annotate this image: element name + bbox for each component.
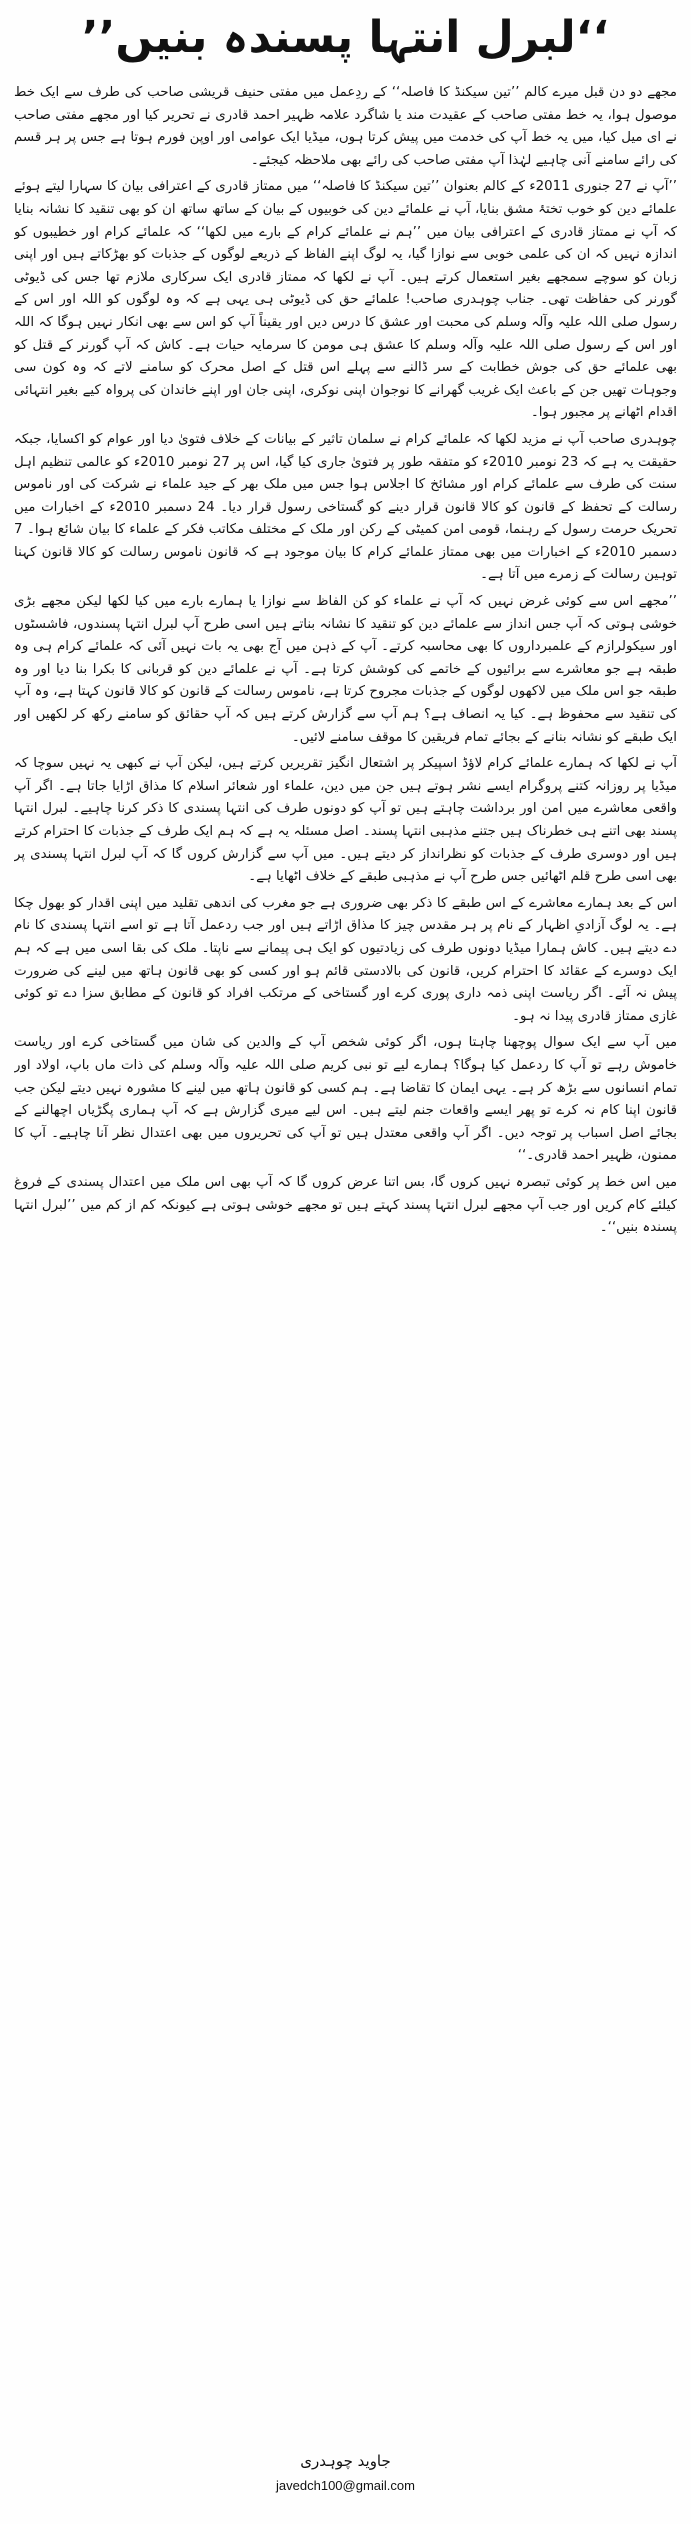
article-headline: ’’لبرل انتہا پسندہ بنیں‘‘ bbox=[81, 12, 610, 63]
article-paragraph: اس کے بعد ہمارے معاشرے کے اس طبقے کا ذکر بھی ضروری ہے جو مغرب کی اندھی تقلید میں اپنی اقدار کو بھول چکا ہے۔ یہ لوگ آزادیِ اظہار کے نام پر ہر مقدس چیز کا مذاق اڑاتے ہیں اور جب ردعمل آتا ہے تو اسے انتہا پسندی کا نام دے دیتے ہیں۔ کاش ہمارا میڈیا دونوں طرف کی زیادتیوں کو ایک ہی پیمانے سے ناپتا۔ ملک کی بقا اسی میں ہے کہ ہم ایک دوسرے کے عقائد کا احترام کریں، قانون کی بالادستی قائم ہو اور کسی کو بھی قانون ہاتھ میں لینے کی ضرورت پیش نہ آئے۔ اگر ریاست اپنی ذمہ داری پوری کرے اور گستاخی کے مرتکب افراد کو قانون کے مطابق سزا دے تو کوئی غازی ممتاز قادری پیدا نہ ہو۔ bbox=[14, 895, 677, 1024]
article-paragraph: مجھے دو دن قبل میرے کالم ’’تین سیکنڈ کا فاصلہ‘‘ کے ردِعمل میں مفتی حنیف قریشی صاحب کی طرف سے ایک خط موصول ہوا، یہ خط مفتی صاحب کے عقیدت مند یا شاگرد علامہ ظہیر احمد قادری نے تحریر کیا اور مجھے مفتی صاحب نے ای میل کیا، میں یہ خط آپ کی خدمت میں پیش کرتا ہوں، میڈیا ایک عوامی اور اوپن فورم ہوتا ہے جس پر ہر قسم کی رائے سامنے آنی چاہیے لہٰذا آپ مفتی صاحب کی رائے بھی ملاحظہ کیجئے۔ bbox=[14, 85, 677, 168]
article-paragraph: میں اس خط پر کوئی تبصرہ نہیں کروں گا، بس اتنا عرض کروں گا کہ آپ بھی اس ملک میں اعتدال پسندی کے فروغ کیلئے کام کریں اور جب آپ مجھے لبرل انتہا پسند کہتے ہیں تو مجھے خوشی ہوتی ہے کیونکہ کم از کم میں ’’لبرل انتہا پسندہ بنیں‘‘۔ bbox=[14, 1174, 677, 1236]
article-paragraph: ’’آپ نے 27 جنوری 2011ء کے کالم بعنوان ’’تین سیکنڈ کا فاصلہ‘‘ میں ممتاز قادری کے اعترافی بیان کا سہارا لیتے ہوئے علمائے دین کو خوب تختۂ مشق بنایا، آپ نے علمائے دین کی خوبیوں کے بیان کے ساتھ ساتھ ان کو بھی تنقید کا نشانہ بنایا کہ آپ نے ممتاز قادری کے اعترافی بیان میں ’’ہم نے علمائے کرام کے بارے میں لکھا‘‘ کہ علمائے کرام اور خطیبوں کو اندازہ نہیں کہ ان کی علمی خوبی سے نوازا گیا، یہ لوگ اپنے الفاظ کے ذریعے لوگوں کے جذبات کو بھڑکاتے ہیں اور اپنی زبان کو سوچے سمجھے بغیر استعمال کرتے ہیں۔ آپ نے لکھا کہ ممتاز قادری ایک سرکاری ملازم تھا جس کی ڈیوٹی گورنر کی حفاظت تھی۔ جناب چوہدری صاحب! علمائے حق کی ڈیوٹی ہی یہی ہے کہ وہ لوگوں کو اللہ اور اس کے رسول صلی اللہ علیہ وآلہ وسلم کی محبت اور عشق کا درس دیں اور یقیناً آپ کو اس سے بھی انکار نہیں ہوگا کہ اللہ اور اس کے رسول صلی اللہ علیہ وآلہ وسلم کا عشق ہی مومن کا سرمایہ حیات ہے۔ کاش کہ آپ گورنر کے قتل کو بھی علمائے حق کی جوش خطابت کے سر ڈالنے سے پہلے اس قتل کے اصل محرک کو سامنے لاتے کہ وہ کون سی وجوہات تھیں جن کے باعث ایک غریب گھرانے کا نوجوان اپنی نوکری، اپنی جان اور اپنے خاندان کی پرواہ کیے بغیر انتہائی اقدام اٹھانے پر مجبور ہوا۔ bbox=[14, 179, 677, 421]
article-paragraph: چوہدری صاحب آپ نے مزید لکھا کہ علمائے کرام نے سلمان تاثیر کے بیانات کے خلاف فتویٰ دیا اور عوام کو اکسایا، جبکہ حقیقت یہ ہے کہ 23 نومبر 2010ء کو متفقہ طور پر فتویٰ جاری کیا گیا، اس پر 27 نومبر 2010ء کو عالمی تنظیم اہل سنت کی طرف سے علمائے کرام اور مشائخ کا اجلاس ہوا جس میں ملک بھر کے جید علماء نے شرکت کی اور ناموس رسالت کے تحفظ کے قانون کو کالا قانون قرار دینے کو گستاخی رسول قرار دیا۔ 24 دسمبر 2010ء کے اخبارات میں تحریک حرمت رسول کے رہنما، قومی امن کمیٹی کے رکن اور ملک کے مختلف مکاتب فکر کے علماء کا بیان شائع ہوا۔ 7 دسمبر 2010ء کے اخبارات میں بھی ممتاز علمائے کرام کا بیان موجود ہے کہ قانون ناموس رسالت کو کالا قانون کہنا توہین رسالت کے زمرے میں آتا ہے۔ bbox=[14, 431, 677, 583]
article-paragraph: ’’مجھے اس سے کوئی غرض نہیں کہ آپ نے علماء کو کن الفاظ سے نوازا یا ہمارے بارے میں کیا لکھا لیکن مجھے بڑی خوشی ہوتی کہ آپ جس انداز سے علمائے دین کو تنقید کا نشانہ بناتے ہیں اسی طرح آپ لبرل انتہا پسندوں، فاشسٹوں اور سیکولرازم کے علمبرداروں کا بھی محاسبہ کرتے۔ آپ کے ذہن میں آج بھی یہ بات نہیں آئی کہ علمائے کرام ہی وہ طبقہ ہے جو معاشرے سے برائیوں کے خاتمے کی کوشش کرتا ہے۔ آپ نے علمائے دین کو قربانی کا بکرا بنا دیا اور وہ طبقہ جو اس ملک میں لاکھوں لوگوں کے جذبات مجروح کرتا ہے، ناموس رسالت کے قانون کو کالا قانون کہتا ہے، وہ آپ کی تنقید سے محفوظ ہے۔ کیا یہ انصاف ہے؟ ہم آپ سے گزارش کرتے ہیں کہ آپ حقائق کو سامنے رکھ کر لکھیں اور ایک طبقے کو نشانہ بنانے کے بجائے تمام فریقین کا موقف سامنے لائیں۔ bbox=[14, 594, 677, 745]
byline bbox=[0, 2450, 691, 2496]
article-paragraph: میں آپ سے ایک سوال پوچھنا چاہتا ہوں، اگر کوئی شخص آپ کے والدین کی شان میں گستاخی کرے اور ریاست خاموش رہے تو آپ کا ردعمل کیا ہوگا؟ ہمارے لیے تو نبی کریم صلی اللہ علیہ وآلہ وسلم کی ذات ماں باپ، اولاد اور تمام انسانوں سے بڑھ کر ہے۔ یہی ایمان کا تقاضا ہے۔ ہم کسی کو قانون ہاتھ میں لینے کا مشورہ نہیں دیتے لیکن جب قانون اپنا کام نہ کرے تو پھر ایسے واقعات جنم لیتے ہیں۔ اس لیے میری گزارش ہے کہ آپ ہماری پگڑیاں اچھالنے کے بجائے اصل اسباب پر توجہ دیں۔ اگر آپ واقعی معتدل ہیں تو آپ کی تحریروں میں بھی اعتدال نظر آنا چاہیے۔ آپ کا ممنون، ظہیر احمد قادری۔‘‘ bbox=[14, 1035, 677, 1164]
article-body bbox=[14, 82, 677, 2432]
author-name: جاوید چوہدری bbox=[300, 2452, 391, 2470]
author-email: javedch100@gmail.com bbox=[276, 2478, 415, 2493]
article-paragraph: آپ نے لکھا کہ ہمارے علمائے کرام لاؤڈ اسپیکر پر اشتعال انگیز تقریریں کرتے ہیں، لیکن آپ نے کبھی یہ نہیں سوچا کہ میڈیا پر روزانہ کتنے پروگرام ایسے نشر ہوتے ہیں جن میں دین، علماء اور شعائر اسلام کا مذاق اڑایا جاتا ہے۔ اگر آپ واقعی معاشرے میں امن اور برداشت چاہتے ہیں تو آپ کو دونوں طرف کی انتہا پسندی کا ذکر کرنا چاہیے۔ لبرل انتہا پسند بھی اتنے ہی خطرناک ہیں جتنے مذہبی انتہا پسند۔ اصل مسئلہ یہ ہے کہ ہم ایک طرف کے جذبات کا احترام کرتے ہیں اور دوسری طرف کے جذبات کو نظرانداز کر دیتے ہیں۔ میں آپ سے گزارش کروں گا کہ آپ لبرل انتہا پسندی پر بھی اسی طرح قلم اٹھائیں جس طرح آپ نے مذہبی طبقے کے خلاف اٹھایا ہے۔ bbox=[14, 756, 677, 885]
